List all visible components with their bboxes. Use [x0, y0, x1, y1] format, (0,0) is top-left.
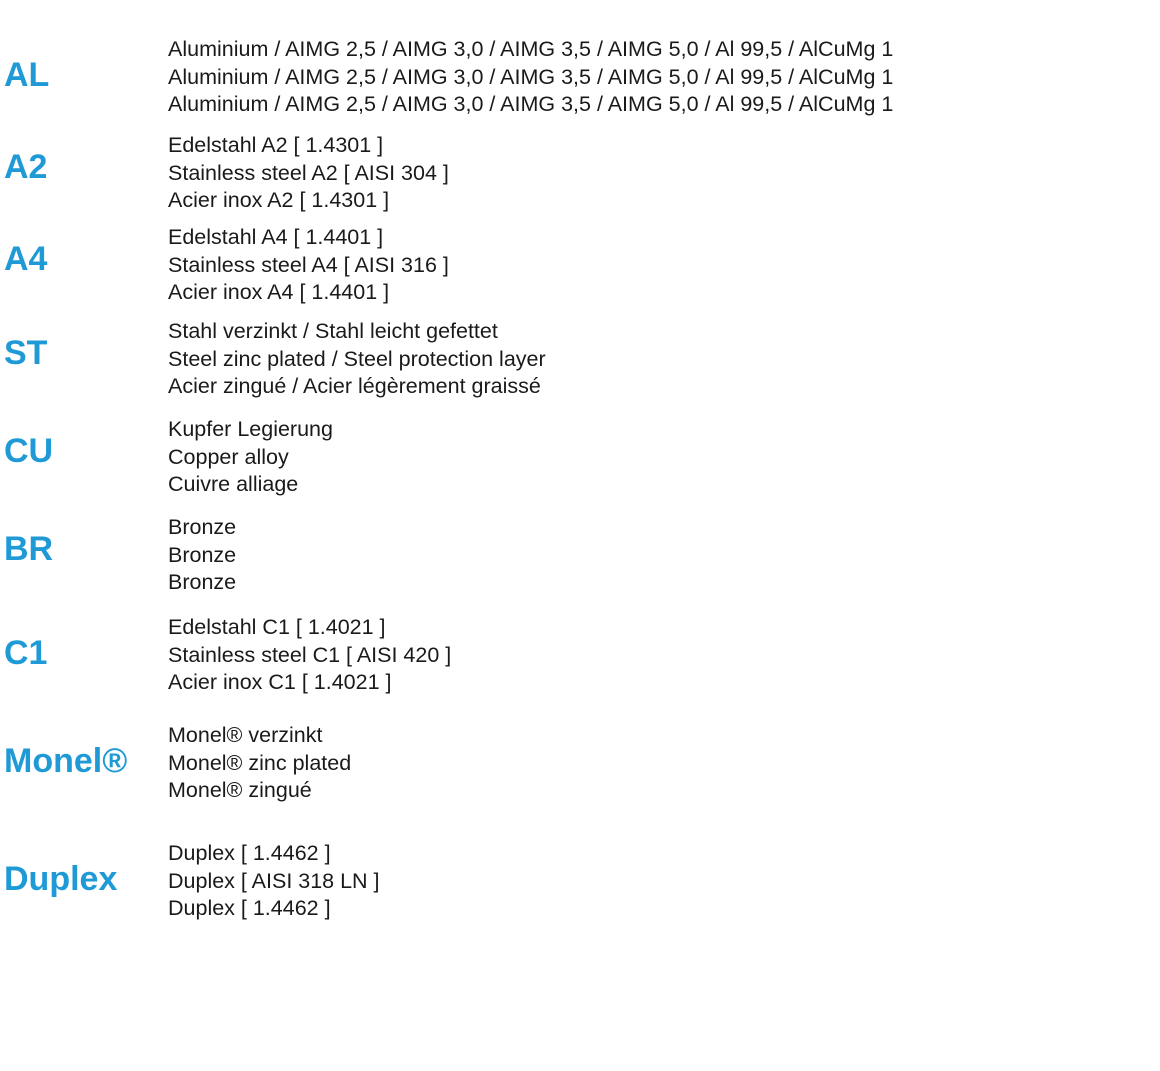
- material-description-line: Stainless steel C1 [ AISI 420 ]: [168, 642, 452, 667]
- material-description-cell: [168, 514, 1160, 597]
- material-code: AL: [4, 56, 50, 94]
- material-code: CU: [4, 432, 54, 470]
- material-code: ST: [4, 334, 48, 372]
- material-description-line: Bronze: [168, 570, 237, 594]
- material-description-line: Steel zinc plated / Steel protection layer: [168, 346, 546, 371]
- material-code-cell: [0, 514, 168, 568]
- material-code-cell: [0, 614, 168, 672]
- material-code: A4: [4, 240, 48, 278]
- material-code-cell: [0, 224, 168, 278]
- material-description-line: Monel® zinc plated: [168, 750, 352, 775]
- material-description-line: Bronze: [168, 515, 237, 539]
- material-description-line: Stahl verzinkt / Stahl leicht gefettet: [168, 319, 498, 343]
- material-code: Duplex: [4, 860, 118, 898]
- material-description-line: Duplex [ AISI 318 LN ]: [168, 868, 380, 893]
- material-description-cell: [168, 614, 1160, 697]
- material-description-line: Acier zingué / Acier légèrement graissé: [168, 374, 541, 398]
- material-description-line: Acier inox A2 [ 1.4301 ]: [168, 188, 390, 212]
- material-code: C1: [4, 634, 48, 672]
- material-code-cell: [0, 722, 168, 780]
- material-description-line: Edelstahl A4 [ 1.4401 ]: [168, 225, 384, 249]
- material-description-cell: [168, 132, 1160, 215]
- material-description-line: Bronze: [168, 542, 237, 567]
- material-row: [0, 840, 1160, 950]
- material-row: [0, 224, 1160, 318]
- material-row: [0, 318, 1160, 416]
- material-description-line: Edelstahl A2 [ 1.4301 ]: [168, 133, 384, 157]
- material-row: [0, 514, 1160, 614]
- material-description-line: Kupfer Legierung: [168, 417, 333, 441]
- material-row: [0, 132, 1160, 224]
- material-row: [0, 416, 1160, 514]
- material-description-line: Duplex [ 1.4462 ]: [168, 841, 331, 865]
- material-description-cell: [168, 416, 1160, 499]
- material-code-cell: [0, 132, 168, 186]
- material-row: [0, 614, 1160, 722]
- material-code: Monel®: [4, 742, 128, 780]
- material-description-line: Monel® verzinkt: [168, 723, 323, 747]
- material-description-line: Edelstahl C1 [ 1.4021 ]: [168, 615, 386, 639]
- material-description-line: Stainless steel A4 [ AISI 316 ]: [168, 252, 449, 277]
- material-description-line: Acier inox A4 [ 1.4401 ]: [168, 280, 390, 304]
- material-description-cell: [168, 224, 1160, 307]
- material-code: BR: [4, 530, 54, 568]
- material-code: A2: [4, 148, 48, 186]
- material-row: [0, 36, 1160, 132]
- material-description-line: Copper alloy: [168, 444, 289, 469]
- material-description-line: Aluminium / AIMG 2,5 / AIMG 3,0 / AIMG 3,5 / AIMG 5,0 / Al 99,5 / AlCuMg 1: [168, 37, 894, 61]
- material-description-line: Acier inox C1 [ 1.4021 ]: [168, 670, 392, 694]
- material-description-cell: [168, 722, 1160, 805]
- material-description-cell: [168, 36, 1160, 119]
- material-description-line: Aluminium / AIMG 2,5 / AIMG 3,0 / AIMG 3,5 / AIMG 5,0 / Al 99,5 / AlCuMg 1: [168, 92, 894, 116]
- material-description-line: Monel® zingué: [168, 778, 312, 802]
- material-code-cell: [0, 840, 168, 898]
- material-row: [0, 722, 1160, 840]
- material-code-cell: [0, 318, 168, 372]
- material-code-cell: [0, 36, 168, 94]
- material-description-line: Aluminium / AIMG 2,5 / AIMG 3,0 / AIMG 3,5 / AIMG 5,0 / Al 99,5 / AlCuMg 1: [168, 64, 894, 89]
- material-code-cell: [0, 416, 168, 470]
- material-description-cell: [168, 318, 1160, 401]
- material-description-line: Duplex [ 1.4462 ]: [168, 896, 331, 920]
- material-description-line: Cuivre alliage: [168, 472, 299, 496]
- material-description-cell: [168, 840, 1160, 923]
- material-description-line: Stainless steel A2 [ AISI 304 ]: [168, 160, 449, 185]
- material-list: [0, 36, 1160, 950]
